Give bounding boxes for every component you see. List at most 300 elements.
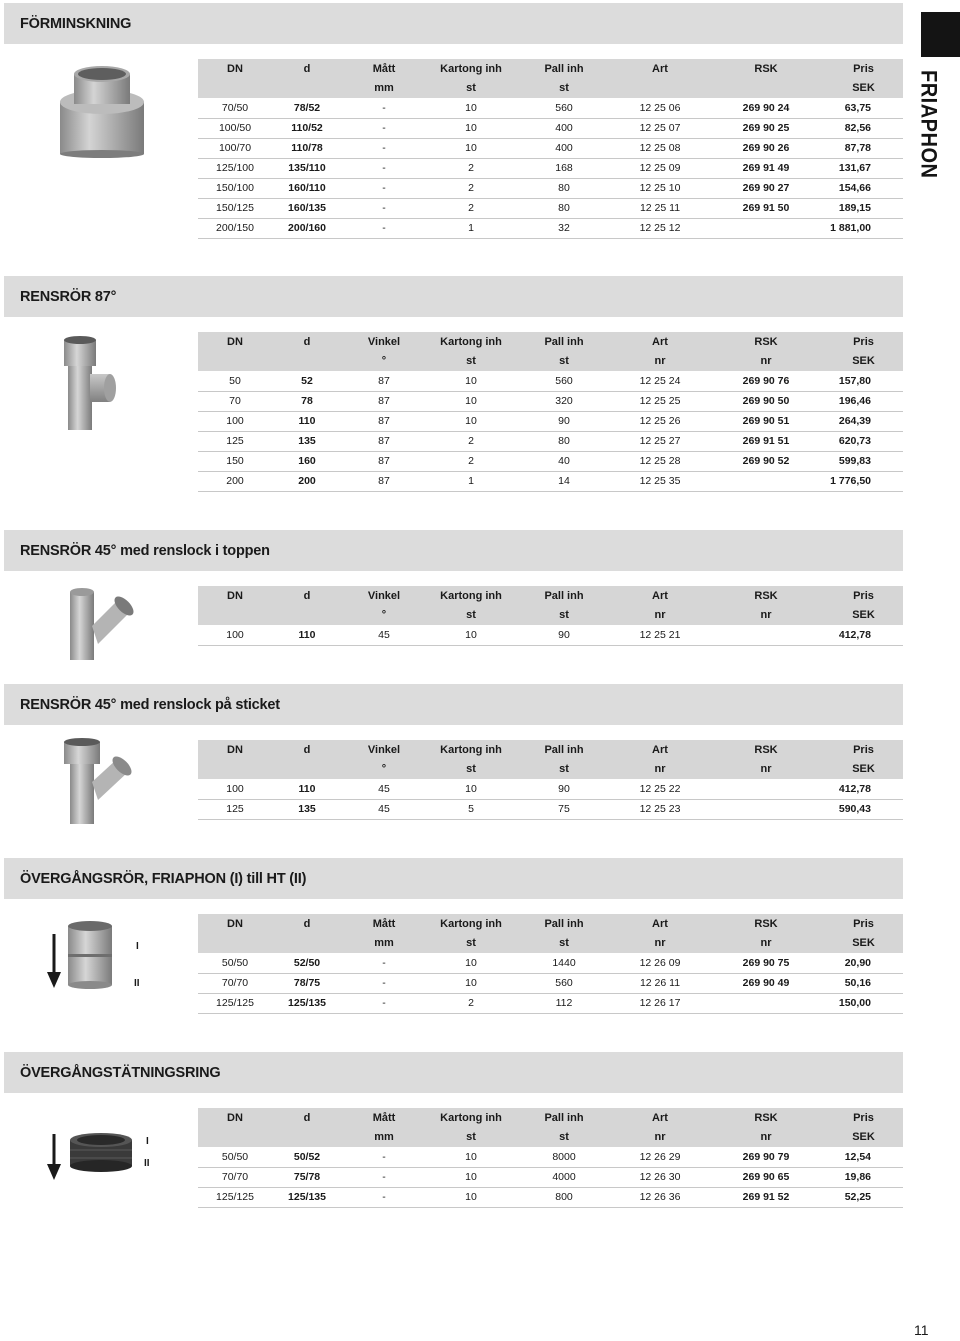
- section-title-rensror-45-toppen: [4, 530, 903, 571]
- unit-d: [272, 79, 342, 99]
- unit-deg: °: [342, 606, 426, 626]
- cell-kartong: 2: [426, 993, 516, 1013]
- table-row: [198, 799, 903, 819]
- unit-nr: nr: [612, 606, 708, 626]
- unit-st: st: [516, 79, 612, 99]
- section-title-forminskning: [4, 3, 903, 44]
- col-art: Art: [612, 59, 708, 79]
- cell-dn: 200: [198, 471, 272, 491]
- cell-kartong: 2: [426, 451, 516, 471]
- unit-dn: [198, 79, 272, 99]
- cell-pall: 400: [516, 138, 612, 158]
- unit-d: [272, 606, 342, 626]
- table-rensror-45-sticket: [198, 740, 903, 820]
- cell-kartong: 1: [426, 471, 516, 491]
- section-title-text-a: RENSRÖR 45°: [20, 542, 117, 559]
- col-art: Art: [612, 586, 708, 606]
- cell-pall: 112: [516, 993, 612, 1013]
- unit-st: st: [516, 606, 612, 626]
- cell-kartong: 10: [426, 391, 516, 411]
- cell-d: 160: [272, 451, 342, 471]
- col-pall: Pall inh: [516, 914, 612, 934]
- unit-st: st: [426, 79, 516, 99]
- unit-nr: nr: [612, 352, 708, 372]
- table-row: [198, 625, 903, 645]
- table-row: [198, 391, 903, 411]
- cell-pris: 63,75: [824, 98, 903, 118]
- unit-deg: °: [342, 760, 426, 780]
- cell-d: 160/135: [272, 198, 342, 218]
- col-matt: Mått: [342, 1108, 426, 1128]
- cell-pall: 80: [516, 198, 612, 218]
- table-overgangstatningsring: [198, 1108, 903, 1208]
- col-d: d: [272, 1108, 342, 1128]
- cell-dn: 150/125: [198, 198, 272, 218]
- cell-kartong: 10: [426, 953, 516, 973]
- unit-nr: nr: [708, 606, 824, 626]
- rows: [198, 371, 903, 491]
- col-vinkel: Vinkel: [342, 740, 426, 760]
- col-dn: DN: [198, 740, 272, 760]
- unit-nr: nr: [612, 760, 708, 780]
- cell-dn: 150/100: [198, 178, 272, 198]
- label-ii: II: [134, 978, 140, 989]
- header-row: [198, 914, 903, 934]
- cell-rsk: 269 90 52: [708, 451, 824, 471]
- cell-matt: 87: [342, 471, 426, 491]
- col-rsk: RSK: [708, 586, 824, 606]
- cell-matt: -: [342, 993, 426, 1013]
- cell-pall: 320: [516, 391, 612, 411]
- cell-matt: 87: [342, 451, 426, 471]
- col-art: Art: [612, 740, 708, 760]
- cell-d: 75/78: [272, 1167, 342, 1187]
- brand-block: [921, 12, 960, 57]
- cell-d: 78/75: [272, 973, 342, 993]
- section-title-overgangsror: [4, 858, 903, 899]
- unit-row: [198, 606, 903, 626]
- label-ii: II: [144, 1158, 150, 1169]
- rows: [198, 1147, 903, 1207]
- table-row: [198, 953, 903, 973]
- cell-pall: 560: [516, 98, 612, 118]
- table-forminskning: [198, 59, 903, 239]
- label-i: I: [146, 1136, 149, 1147]
- unit-st: st: [516, 760, 612, 780]
- unit-sek: SEK: [824, 79, 903, 99]
- col-vinkel: Vinkel: [342, 332, 426, 352]
- unit-sek: SEK: [824, 1128, 903, 1148]
- table-rensror-45-toppen: [198, 586, 903, 646]
- cell-art: 12 25 06: [612, 98, 708, 118]
- cell-d: 160/110: [272, 178, 342, 198]
- section-title-text-b: med renslock i toppen: [116, 542, 270, 559]
- cell-dn: 150: [198, 451, 272, 471]
- cell-kartong: 2: [426, 178, 516, 198]
- cell-d: 78: [272, 391, 342, 411]
- cell-pris: 157,80: [824, 371, 903, 391]
- col-art: Art: [612, 914, 708, 934]
- cleanout-pipe-45-branch-illustration: [58, 738, 146, 828]
- cell-dn: 125/100: [198, 158, 272, 178]
- table-row: [198, 431, 903, 451]
- cell-d: 78/52: [272, 98, 342, 118]
- cell-d: 135: [272, 799, 342, 819]
- cell-rsk: 269 90 25: [708, 118, 824, 138]
- cell-dn: 70/70: [198, 973, 272, 993]
- col-art: Art: [612, 332, 708, 352]
- cell-matt: 45: [342, 625, 426, 645]
- col-kartong: Kartong inh: [426, 740, 516, 760]
- cell-rsk: 269 91 52: [708, 1187, 824, 1207]
- unit-row: [198, 760, 903, 780]
- table-overgangsror: [198, 914, 903, 1014]
- cell-art: 12 25 07: [612, 118, 708, 138]
- cell-pall: 168: [516, 158, 612, 178]
- table-row: [198, 779, 903, 799]
- table-row: [198, 451, 903, 471]
- cell-dn: 100/70: [198, 138, 272, 158]
- cell-dn: 70/70: [198, 1167, 272, 1187]
- cell-pall: 32: [516, 218, 612, 238]
- cell-d: 200/160: [272, 218, 342, 238]
- table-row: [198, 158, 903, 178]
- unit-row: [198, 79, 903, 99]
- cell-kartong: 10: [426, 779, 516, 799]
- unit-sek: SEK: [824, 760, 903, 780]
- col-pall: Pall inh: [516, 586, 612, 606]
- cell-rsk: 269 90 65: [708, 1167, 824, 1187]
- col-pall: Pall inh: [516, 59, 612, 79]
- unit-deg: °: [342, 352, 426, 372]
- cell-matt: -: [342, 1147, 426, 1167]
- cell-art: 12 25 21: [612, 625, 708, 645]
- cell-d: 110: [272, 625, 342, 645]
- cell-d: 110/52: [272, 118, 342, 138]
- cell-art: 12 25 35: [612, 471, 708, 491]
- unit-st: st: [426, 1128, 516, 1148]
- unit-nr: nr: [612, 1128, 708, 1148]
- cell-art: 12 25 09: [612, 158, 708, 178]
- unit-nr: nr: [612, 934, 708, 954]
- table-row: [198, 471, 903, 491]
- col-rsk: RSK: [708, 1108, 824, 1128]
- col-art: Art: [612, 1108, 708, 1128]
- unit-nr: nr: [708, 760, 824, 780]
- table-row: [198, 371, 903, 391]
- cell-matt: -: [342, 158, 426, 178]
- cell-art: 12 26 29: [612, 1147, 708, 1167]
- section-title-text: FÖRMINSKNING: [20, 15, 132, 32]
- col-vinkel: Vinkel: [342, 586, 426, 606]
- cell-pris: 154,66: [824, 178, 903, 198]
- cell-pris: 52,25: [824, 1187, 903, 1207]
- col-rsk: RSK: [708, 740, 824, 760]
- cell-art: 12 25 24: [612, 371, 708, 391]
- cell-pris: 82,56: [824, 118, 903, 138]
- cell-dn: 50/50: [198, 1147, 272, 1167]
- col-matt: Mått: [342, 59, 426, 79]
- unit-dn: [198, 1128, 272, 1148]
- cell-d: 52/50: [272, 953, 342, 973]
- unit-row: [198, 1128, 903, 1148]
- cell-matt: -: [342, 973, 426, 993]
- section-title-rensror-87: [4, 276, 903, 317]
- cell-pris: 150,00: [824, 993, 903, 1013]
- cell-dn: 100/50: [198, 118, 272, 138]
- table-row: [198, 178, 903, 198]
- cell-kartong: 10: [426, 625, 516, 645]
- section-title-rensror-45-sticket: [4, 684, 903, 725]
- table-row: [198, 138, 903, 158]
- col-pall: Pall inh: [516, 740, 612, 760]
- cell-matt: -: [342, 138, 426, 158]
- unit-st: st: [426, 352, 516, 372]
- cell-art: 12 25 12: [612, 218, 708, 238]
- cell-rsk: 269 90 79: [708, 1147, 824, 1167]
- col-d: d: [272, 740, 342, 760]
- unit-art: [612, 79, 708, 99]
- cell-rsk: 269 90 50: [708, 391, 824, 411]
- cell-kartong: 10: [426, 1147, 516, 1167]
- unit-sek: SEK: [824, 352, 903, 372]
- cell-art: 12 25 08: [612, 138, 708, 158]
- unit-d: [272, 1128, 342, 1148]
- cell-art: 12 26 36: [612, 1187, 708, 1207]
- cell-pris: 264,39: [824, 411, 903, 431]
- cell-pall: 90: [516, 625, 612, 645]
- cell-kartong: 5: [426, 799, 516, 819]
- unit-row: [198, 934, 903, 954]
- cell-matt: -: [342, 1167, 426, 1187]
- col-kartong: Kartong inh: [426, 332, 516, 352]
- table-row: [198, 118, 903, 138]
- cell-matt: 45: [342, 799, 426, 819]
- cell-kartong: 10: [426, 138, 516, 158]
- cell-matt: -: [342, 1187, 426, 1207]
- col-matt: Mått: [342, 914, 426, 934]
- cell-matt: 87: [342, 411, 426, 431]
- cell-rsk: 269 90 26: [708, 138, 824, 158]
- col-rsk: RSK: [708, 59, 824, 79]
- cell-rsk: [708, 471, 824, 491]
- col-pall: Pall inh: [516, 332, 612, 352]
- cell-d: 110: [272, 411, 342, 431]
- unit-d: [272, 934, 342, 954]
- cell-rsk: 269 91 50: [708, 198, 824, 218]
- unit-st: st: [426, 760, 516, 780]
- cell-pris: 131,67: [824, 158, 903, 178]
- cell-matt: -: [342, 218, 426, 238]
- cell-dn: 125: [198, 799, 272, 819]
- cell-art: 12 25 25: [612, 391, 708, 411]
- unit-mm: mm: [342, 1128, 426, 1148]
- cell-matt: -: [342, 118, 426, 138]
- unit-nr: nr: [708, 352, 824, 372]
- cell-art: 12 25 26: [612, 411, 708, 431]
- cell-kartong: 10: [426, 1187, 516, 1207]
- unit-d: [272, 760, 342, 780]
- col-pris: Pris: [824, 586, 903, 606]
- cell-art: 12 25 28: [612, 451, 708, 471]
- cell-pall: 400: [516, 118, 612, 138]
- table-row: [198, 1167, 903, 1187]
- cell-pall: 560: [516, 973, 612, 993]
- cell-pris: 412,78: [824, 779, 903, 799]
- section-title-text: ÖVERGÅNGSRÖR, FRIAPHON (I) till HT (II): [20, 870, 307, 887]
- cell-rsk: [708, 993, 824, 1013]
- cell-d: 135/110: [272, 158, 342, 178]
- cell-kartong: 2: [426, 431, 516, 451]
- cell-pris: 50,16: [824, 973, 903, 993]
- table-rensror-87: [198, 332, 903, 492]
- col-dn: DN: [198, 332, 272, 352]
- section-title-text-b: med renslock på sticket: [116, 696, 280, 713]
- col-rsk: RSK: [708, 914, 824, 934]
- header-row: [198, 586, 903, 606]
- cell-dn: 100: [198, 779, 272, 799]
- cell-rsk: 269 90 51: [708, 411, 824, 431]
- unit-nr: nr: [708, 1128, 824, 1148]
- cell-rsk: 269 90 24: [708, 98, 824, 118]
- col-dn: DN: [198, 59, 272, 79]
- cell-d: 110/78: [272, 138, 342, 158]
- col-d: d: [272, 586, 342, 606]
- sealing-ring-illustration: [44, 1126, 154, 1190]
- section-title-overgangstatningsring: [4, 1052, 903, 1093]
- unit-dn: [198, 934, 272, 954]
- table-row: [198, 98, 903, 118]
- unit-st: st: [426, 606, 516, 626]
- cell-pall: 90: [516, 411, 612, 431]
- section-title-text: ÖVERGÅNGSTÄTNINGSRING: [20, 1064, 221, 1081]
- col-kartong: Kartong inh: [426, 586, 516, 606]
- col-kartong: Kartong inh: [426, 1108, 516, 1128]
- cell-art: 12 25 27: [612, 431, 708, 451]
- col-rsk: RSK: [708, 332, 824, 352]
- cell-dn: 100: [198, 411, 272, 431]
- cell-pris: 620,73: [824, 431, 903, 451]
- cell-kartong: 10: [426, 411, 516, 431]
- table-row: [198, 1147, 903, 1167]
- cell-rsk: [708, 799, 824, 819]
- cell-art: 12 26 09: [612, 953, 708, 973]
- cell-dn: 100: [198, 625, 272, 645]
- brand-name: FRIAPHON: [915, 70, 940, 179]
- section-title-text: RENSRÖR 87°: [20, 288, 117, 305]
- unit-st: st: [516, 352, 612, 372]
- unit-sek: SEK: [824, 606, 903, 626]
- cell-matt: 87: [342, 371, 426, 391]
- cell-dn: 200/150: [198, 218, 272, 238]
- cell-rsk: 269 90 27: [708, 178, 824, 198]
- cell-pall: 1440: [516, 953, 612, 973]
- rows: [198, 953, 903, 1013]
- cell-matt: -: [342, 98, 426, 118]
- cell-kartong: 10: [426, 371, 516, 391]
- header-row: [198, 1108, 903, 1128]
- cell-d: 110: [272, 779, 342, 799]
- cell-d: 135: [272, 431, 342, 451]
- cell-dn: 125: [198, 431, 272, 451]
- unit-row: [198, 352, 903, 372]
- cell-pall: 560: [516, 371, 612, 391]
- cell-rsk: [708, 625, 824, 645]
- cell-pris: 599,83: [824, 451, 903, 471]
- unit-mm: mm: [342, 79, 426, 99]
- cell-pall: 90: [516, 779, 612, 799]
- cell-pris: 196,46: [824, 391, 903, 411]
- rows: [198, 625, 903, 645]
- col-dn: DN: [198, 586, 272, 606]
- unit-rsk: [708, 79, 824, 99]
- label-i: I: [136, 941, 139, 952]
- cell-dn: 70: [198, 391, 272, 411]
- header-row: [198, 59, 903, 79]
- rows: [198, 779, 903, 819]
- cell-pall: 4000: [516, 1167, 612, 1187]
- cell-matt: -: [342, 953, 426, 973]
- table-row: [198, 1187, 903, 1207]
- cleanout-pipe-45-top-illustration: [58, 584, 146, 664]
- table-row: [198, 218, 903, 238]
- cell-rsk: 269 91 49: [708, 158, 824, 178]
- cell-kartong: 2: [426, 158, 516, 178]
- col-kartong: Kartong inh: [426, 914, 516, 934]
- col-pall: Pall inh: [516, 1108, 612, 1128]
- unit-dn: [198, 352, 272, 372]
- col-pris: Pris: [824, 740, 903, 760]
- header-row: [198, 740, 903, 760]
- cell-dn: 125/125: [198, 993, 272, 1013]
- cell-pris: 189,15: [824, 198, 903, 218]
- cell-kartong: 10: [426, 973, 516, 993]
- cell-rsk: 269 90 75: [708, 953, 824, 973]
- cell-d: 200: [272, 471, 342, 491]
- cell-dn: 125/125: [198, 1187, 272, 1207]
- col-d: d: [272, 914, 342, 934]
- unit-dn: [198, 760, 272, 780]
- cell-pris: 1 881,00: [824, 218, 903, 238]
- table-row: [198, 411, 903, 431]
- col-d: d: [272, 59, 342, 79]
- cell-matt: 87: [342, 431, 426, 451]
- table-row: [198, 993, 903, 1013]
- col-d: d: [272, 332, 342, 352]
- cell-pris: 19,86: [824, 1167, 903, 1187]
- section-title-text-a: RENSRÖR 45°: [20, 696, 117, 713]
- cell-pall: 80: [516, 431, 612, 451]
- cell-kartong: 1: [426, 218, 516, 238]
- cell-art: 12 25 10: [612, 178, 708, 198]
- unit-sek: SEK: [824, 934, 903, 954]
- rows: [198, 98, 903, 238]
- cell-kartong: 10: [426, 1167, 516, 1187]
- cell-d: 125/135: [272, 1187, 342, 1207]
- cell-kartong: 10: [426, 118, 516, 138]
- cell-pall: 75: [516, 799, 612, 819]
- cell-d: 52: [272, 371, 342, 391]
- cell-rsk: 269 90 76: [708, 371, 824, 391]
- col-pris: Pris: [824, 332, 903, 352]
- table-row: [198, 198, 903, 218]
- cell-d: 50/52: [272, 1147, 342, 1167]
- unit-dn: [198, 606, 272, 626]
- cell-pall: 14: [516, 471, 612, 491]
- reducer-illustration: [50, 62, 154, 158]
- col-pris: Pris: [824, 914, 903, 934]
- page-number: 11: [914, 1322, 929, 1338]
